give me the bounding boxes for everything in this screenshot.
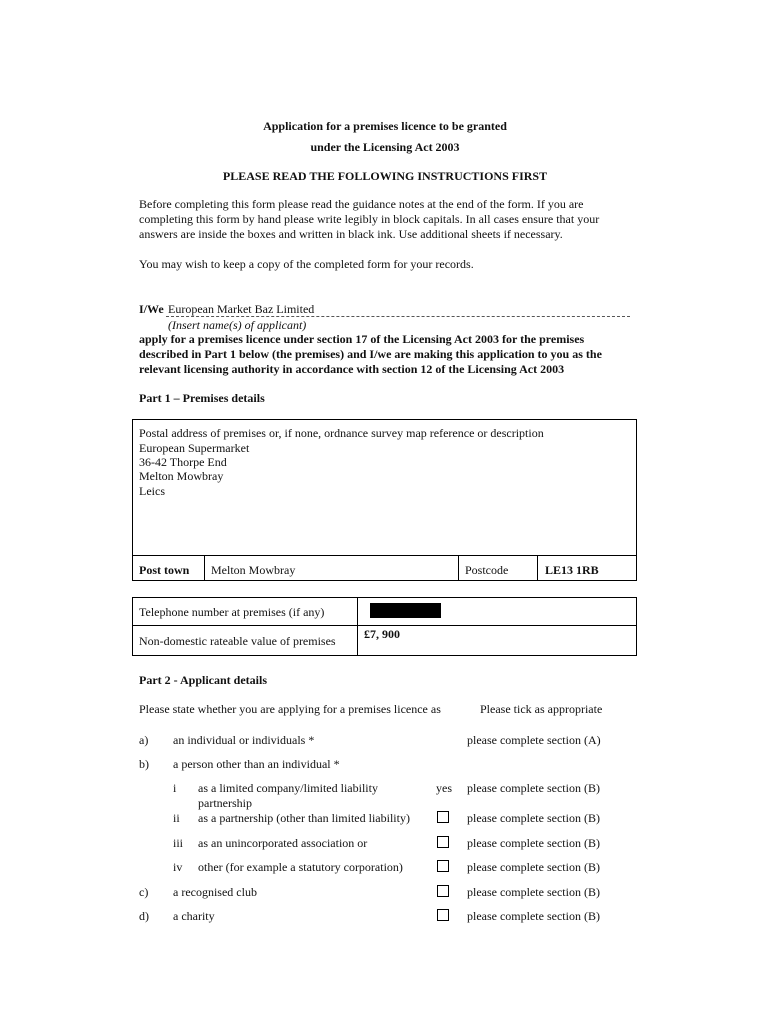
applicant-label: I/We [139, 302, 164, 316]
option-b-iii-letter: iii [173, 836, 184, 850]
option-c-checkbox[interactable] [437, 885, 449, 897]
instructions-title: PLEASE READ THE FOLLOWING INSTRUCTIONS FIRST [222, 169, 548, 183]
option-b-ii-action: please complete section (B) [467, 811, 600, 825]
applicant-name-hint: (Insert name(s) of applicant) [168, 318, 307, 332]
part1-title: Part 1 – Premises details [139, 391, 265, 405]
option-b-iv-checkbox[interactable] [437, 860, 449, 872]
post-town-label: Post town [139, 563, 190, 577]
post-town-value[interactable]: Melton Mowbray [211, 563, 296, 577]
form-title: Application for a premises licence to be granted [263, 119, 507, 133]
option-b-i-text-cont: partnership [198, 796, 252, 810]
address-line-1[interactable]: European Supermarket [139, 441, 250, 455]
application-statement: apply for a premises licence under section 17 of the Licensing Act 2003 for the premises described in Part 1 below (the premises) and I/we are making this application to you as the relevant licensing authority in accordance with section 12 of the Licensing Act 2003 [139, 332, 602, 376]
option-b-letter: b) [139, 757, 149, 771]
option-c-action: please complete section (B) [467, 885, 600, 899]
option-a-letter: a) [139, 733, 149, 747]
option-a-text: an individual or individuals * [173, 733, 315, 747]
option-b-ii-checkbox[interactable] [437, 811, 449, 823]
applicant-name[interactable]: European Market Baz Limited [168, 302, 315, 316]
postcode-label: Postcode [465, 563, 509, 577]
option-d-action: please complete section (B) [467, 909, 600, 923]
option-b-iii-action: please complete section (B) [467, 836, 600, 850]
telephone-divider [133, 625, 636, 626]
post-town-divider [133, 555, 636, 556]
tick-header: Please tick as appropriate [480, 702, 603, 716]
option-b-iii-text: as an unincorporated association or [198, 836, 368, 850]
post-town-col-divider [204, 555, 205, 580]
address-line-4[interactable]: Leics [139, 484, 165, 498]
address-line-2[interactable]: 36-42 Thorpe End [139, 455, 227, 469]
option-b-ii-letter: ii [173, 811, 180, 825]
rateable-value-label: Non-domestic rateable value of premises [139, 634, 336, 648]
telephone-label: Telephone number at premises (if any) [139, 605, 325, 619]
applicant-name-underline [166, 316, 630, 317]
option-b-ii-text: as a partnership (other than limited liability) [198, 811, 410, 825]
option-b-i-text: as a limited company/limited liability [198, 781, 378, 795]
option-b-iv-text: other (for example a statutory corporation) [198, 860, 403, 874]
postcode-value[interactable]: LE13 1RB [545, 563, 599, 577]
option-a-action: please complete section (A) [467, 733, 601, 747]
option-b-text: a person other than an individual * [173, 757, 340, 771]
telephone-col-divider [357, 598, 358, 655]
address-label: Postal address of premises or, if none, ordnance survey map reference or description [139, 426, 544, 440]
option-b-i-tick[interactable]: yes [436, 781, 452, 795]
option-b-i-letter: i [173, 781, 177, 795]
part2-title: Part 2 - Applicant details [139, 673, 267, 687]
option-c-letter: c) [139, 885, 149, 899]
option-b-iv-action: please complete section (B) [467, 860, 600, 874]
applicant-type-question: Please state whether you are applying for a premises licence as [139, 702, 441, 716]
postcode-col-divider-1 [458, 555, 459, 580]
postcode-col-divider-2 [537, 555, 538, 580]
option-d-text: a charity [173, 909, 215, 923]
form-subtitle: under the Licensing Act 2003 [310, 140, 460, 154]
option-c-text: a recognised club [173, 885, 257, 899]
option-d-checkbox[interactable] [437, 909, 449, 921]
telephone-redacted-value [370, 603, 441, 618]
address-line-3[interactable]: Melton Mowbray [139, 469, 224, 483]
instructions-paragraph: Before completing this form please read the guidance notes at the end of the form. If you are completing this form by hand please write legibly in block capitals. In all cases ensure that your answers are inside the boxes and written in black ink. Use additional sheets if necessary. [139, 197, 600, 241]
option-b-i-action: please complete section (B) [467, 781, 600, 795]
option-b-iv-letter: iv [173, 860, 183, 874]
option-d-letter: d) [139, 909, 149, 923]
rateable-value[interactable]: £7, 900 [364, 627, 400, 641]
option-b-iii-checkbox[interactable] [437, 836, 449, 848]
copy-note: You may wish to keep a copy of the completed form for your records. [139, 257, 474, 271]
